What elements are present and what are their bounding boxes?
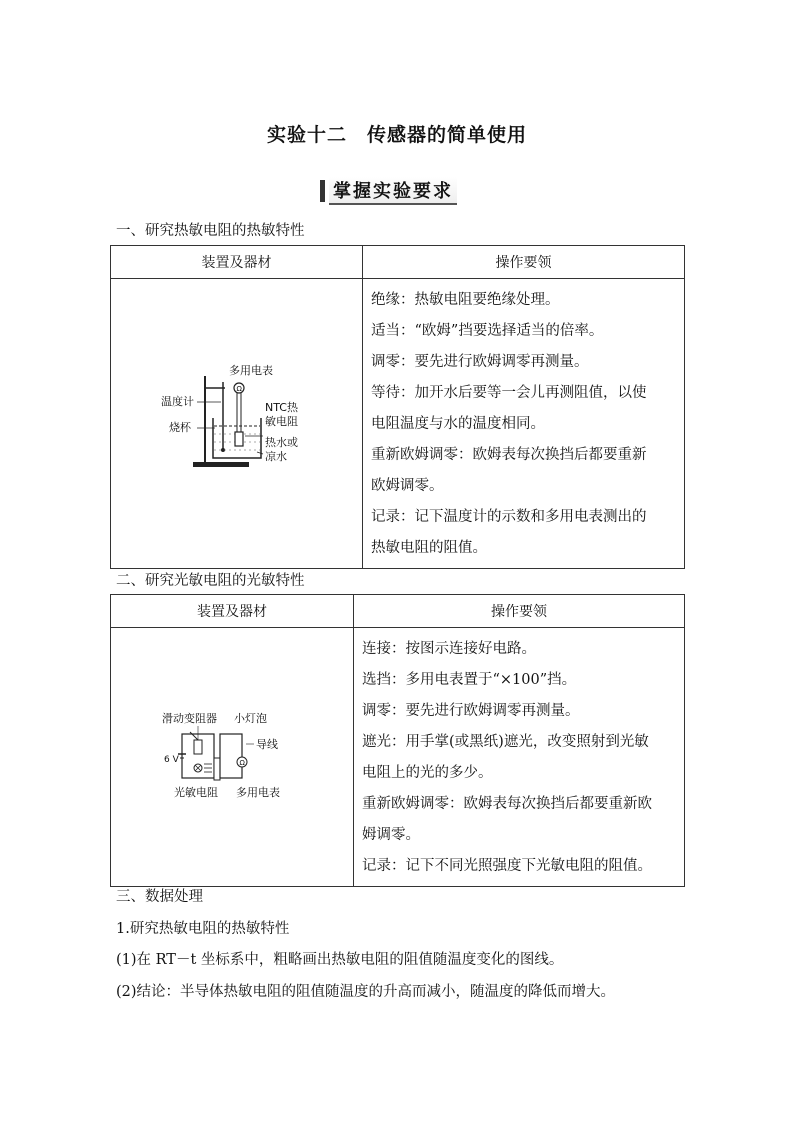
- col-ops-header: 操作要领: [363, 246, 685, 279]
- photoresistor-circuit-diagram: [162, 710, 302, 800]
- label-photoresistor: 光敏电阻: [174, 786, 218, 799]
- step-line: 欧姆调零。: [371, 478, 444, 494]
- step-line: 热敏电阻的阻值。: [371, 540, 487, 556]
- photoresistor-steps-cell: [354, 628, 685, 887]
- col-device-header: 装置及器材: [111, 595, 354, 628]
- step-line: 记录：记下温度计的示数和多用电表测出的: [371, 509, 647, 525]
- table-row: [111, 279, 685, 569]
- label-water-1: 热水或: [264, 435, 298, 449]
- section2-heading: 二、研究光敏电阻的光敏特性: [116, 573, 305, 589]
- step-line: 选挡：多用电表置于“×100”挡。: [362, 672, 577, 688]
- section3-item-2: (2)结论：半导体热敏电阻的阻值随温度的升高而减小，随温度的降低而增大。: [116, 984, 616, 1000]
- step-line: 记录：记下不同光照强度下光敏电阻的阻值。: [362, 858, 652, 874]
- svg-text:Ω: Ω: [236, 384, 242, 393]
- label-meter: 多用电表: [236, 786, 280, 799]
- step-line: 电阻温度与水的温度相同。: [371, 416, 545, 432]
- banner-bar: [320, 180, 325, 202]
- thermistor-apparatus-diagram: [157, 362, 317, 482]
- table-header-row: [111, 246, 685, 279]
- label-thermometer: 温度计: [160, 394, 194, 408]
- step-line: 姆调零。: [362, 827, 420, 843]
- page-title: 实验十二 传感器的简单使用: [266, 124, 527, 146]
- label-wire: 导线: [256, 738, 278, 751]
- banner-text: 掌握实验要求: [329, 177, 457, 205]
- photoresistor-figure-cell: [111, 628, 354, 887]
- section1-heading: 一、研究热敏电阻的热敏特性: [116, 223, 305, 239]
- step-line: 调零：要先进行欧姆调零再测量。: [371, 354, 589, 370]
- svg-text:Ω: Ω: [239, 759, 245, 767]
- step-line: 连接：按图示连接好电路。: [362, 641, 536, 657]
- table-header-row: [111, 595, 685, 628]
- step-line: 电阻上的光的多少。: [362, 765, 493, 781]
- step-line: 遮光：用手掌(或黑纸)遮光，改变照射到光敏: [362, 734, 649, 750]
- label-bulb: 小灯泡: [234, 712, 267, 725]
- label-beaker: 烧杯: [168, 420, 191, 434]
- label-ntc-1: NTC热: [264, 400, 298, 414]
- section3-heading: 三、数据处理: [116, 889, 203, 905]
- thermistor-figure-cell: [111, 279, 363, 569]
- thermistor-steps-cell: [363, 279, 685, 569]
- table-row: [111, 628, 685, 887]
- label-meter: 多用电表: [228, 363, 273, 377]
- step-line: 绝缘：热敏电阻要绝缘处理。: [371, 292, 560, 308]
- col-device-header: 装置及器材: [111, 246, 363, 279]
- step-line: 调零：要先进行欧姆调零再测量。: [362, 703, 580, 719]
- step-line: 重新欧姆调零：欧姆表每次换挡后都要重新: [371, 447, 647, 463]
- thermistor-table: [110, 245, 685, 569]
- label-water-2: 凉水: [264, 449, 287, 463]
- label-voltage: 6 V: [164, 755, 179, 765]
- label-ntc-2: 敏电阻: [264, 414, 298, 428]
- step-line: 适当：“欧姆”挡要选择适当的倍率。: [371, 323, 604, 339]
- section-banner: [320, 178, 457, 204]
- step-line: 等待：加开水后要等一会儿再测阻值，以使: [371, 385, 647, 401]
- section3-subheading: 1.研究热敏电阻的热敏特性: [116, 921, 290, 937]
- photoresistor-table: [110, 594, 685, 887]
- section3-item-1: (1)在 RT－t 坐标系中，粗略画出热敏电阻的阻值随温度变化的图线。: [116, 952, 564, 968]
- col-ops-header: 操作要领: [354, 595, 685, 628]
- step-line: 重新欧姆调零：欧姆表每次换挡后都要重新欧: [362, 796, 652, 812]
- label-rheostat: 滑动变阻器: [162, 712, 217, 725]
